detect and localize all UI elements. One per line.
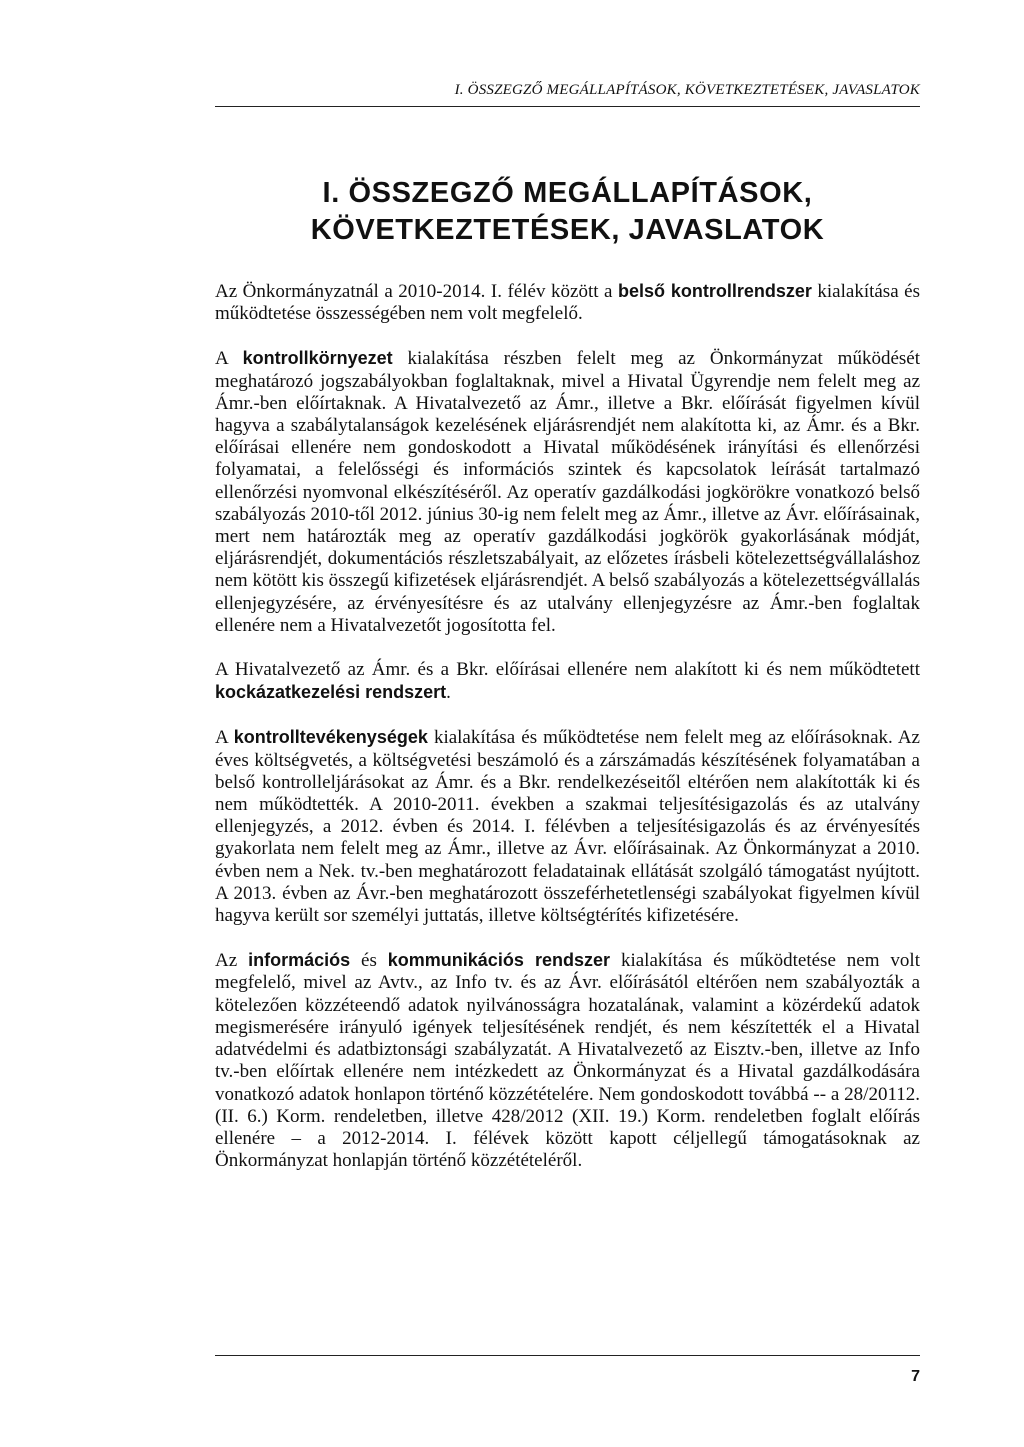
paragraph-4: A kontrolltevékenységek kialakítása és működtetése nem felelt meg az előírásoknak. Az éves költségvetés, a költségvetési beszámoló és a zárszámadás készítésének folyamatában a belső kontrolleljárásokat az Ámr. és a Bkr. rendelkezéseitől eltérően nem alakították ki és nem működtették. A 2010-2011. években a szakmai teljesítésigazolás és az utalvány ellenjegyzés, a 2012. évben és 2014. I. félévben a teljesítésigazolás és az érvényesítés gyakorlata nem felelt meg az Ámr., illetve az Ávr. előírásainak. Az Önkormányzat a 2010. évben nem a Nek. tv.-ben meghatározott feladatainak ellátását szolgáló támogatást nyújtott. A 2013. évben az Ávr.-ben meghatározott összeférhetetlenségi szabályokat figyelmen kívül hagyva került sor személyi juttatás, illetve költségtérítés kifizetésére. — [215, 727, 920, 927]
chapter-title: I. ÖSSZEGZŐ MEGÁLLAPÍTÁSOK, KÖVETKEZTETÉSEK, JAVASLATOK — [310, 177, 825, 246]
term-control-environment: kontrollkörnyezet — [242, 348, 393, 369]
paragraph-5: Az információs és kommunikációs rendszer kialakítása és működtetése nem volt megfelelő, mivel az Avtv., az Info tv. és az Ávr. előírásától eltérően nem szabályozták a kötelezően közzéteendő adatok nyilvánosságra hozatalának, valamint a közérdekű adatok megismerésére irányuló igények teljesítésének rendjét, és nem készítették el a Hivatal adatvédelmi és adatbiztonsági szabályzatát. A Hivatalvezető az Eisztv.-ben, illetve az Info tv.-ben előírtak ellenére nem intézkedett az Önkormányzat és a Hivatal gazdálkodására vonatkozó adatok honlapon történő közzétételére. Nem gondoskodott továbbá -- a 28/20112. (II. 6.) Korm. rendeletben, illetve 428/2012 (XII. 19.) Korm. rendeletben foglalt előírás ellenére – a 2012-2014. I. félévek között kapott céljellegű támogatásoknak az Önkormányzat honlapján történő közzétételéről. — [215, 950, 920, 1172]
term-information: információs — [248, 950, 351, 971]
term-control-activities: kontrolltevékenységek — [233, 727, 428, 748]
paragraph-3: A Hivatalvezető az Ámr. és a Bkr. előírásai ellenére nem alakított ki és nem működtetett kockázatkezelési rendszert. — [215, 659, 920, 704]
paragraph-1: Az Önkormányzatnál a 2010-2014. I. félév között a belső kontrollrendszer kialakítása és működtetése összességében nem volt megfelelő. — [215, 281, 920, 325]
header-rule — [215, 106, 920, 107]
page-number: 7 — [911, 1368, 920, 1385]
running-header: I. ÖSSZEGZŐ MEGÁLLAPÍTÁSOK, KÖVETKEZTETÉSEK, JAVASLATOK — [454, 82, 920, 98]
term-internal-control-system: belső kontrollrendszer — [618, 281, 812, 301]
term-communication-system: kommunikációs rendszer — [387, 950, 611, 971]
term-risk-management: kockázatkezelési rendszert — [215, 682, 447, 703]
paragraph-2: A kontrollkörnyezet kialakítása részben felelt meg az Önkormányzat működését meghatározó jogszabályokban foglaltaknak, mivel a Hivatal Ügyrendje nem felelt meg az Ámr.-ben előírtaknak. A Hivatalvezető az Ámr., illetve a Bkr. előírását figyelmen kívül hagyva a szabálytalanságok kezelésének eljárásrendjét nem alakította ki, az Ámr. és a Bkr. előírásai ellenére nem gondoskodott a Hivatal működésének irányítási és ellenőrzési folyamatai, a felelősségi és információs szintek és kapcsolatok leírását tartalmazó ellenőrzési nyomvonal elkészítéséről. Az operatív gazdálkodási jogkörökre vonatkozó belső szabályozás 2010-től 2012. június 30-ig nem felelt meg az Ámr., illetve az Ávr. előírásainak, mert nem határozták meg az operatív gazdálkodási jogkörök gyakorlásának módját, eljárásrendjét, dokumentációs részletszabályait, az előzetes írásbeli kötelezettségvállaláshoz nem kötött kis összegű kifizetések eljárásrendjét. A belső szabályozás a kötelezettségvállalás ellenjegyzésére, az érvényesítésre és az utalvány ellenjegyzésre az Ámr.-ben foglaltak ellenére nem a Hivatalvezetőt jogosította fel. — [215, 348, 920, 636]
footer-rule — [215, 1355, 920, 1356]
body-text — [215, 280, 920, 1194]
